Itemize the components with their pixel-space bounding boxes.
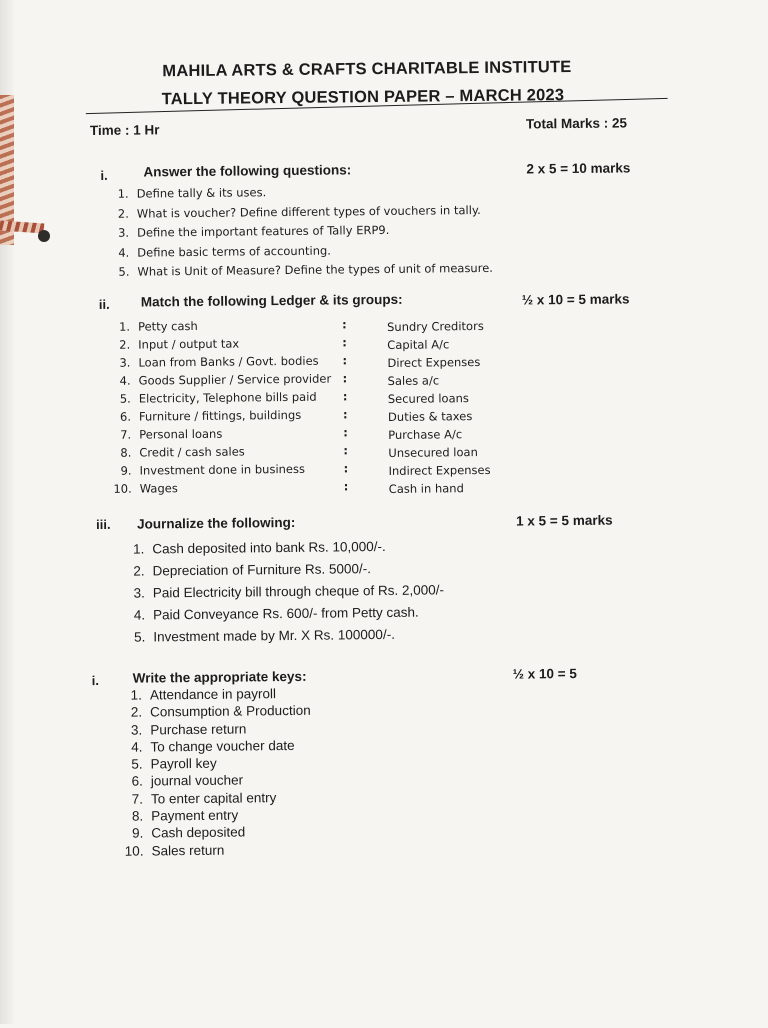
- question-item: 1. Cash deposited into bank Rs. 10,000/-.: [133, 538, 386, 557]
- group-option: Unsecured loan: [388, 445, 478, 460]
- colon-separator: :: [342, 389, 348, 404]
- question-item: 3. Purchase return: [130, 721, 247, 738]
- section-4-marks: ½ x 10 = 5: [512, 665, 577, 682]
- match-row: 6. Furniture / fittings, buildings: [119, 407, 302, 424]
- colon-separator: :: [342, 407, 348, 422]
- question-item: 5. Payroll key: [131, 755, 217, 772]
- question-item: 10. Sales return: [124, 842, 225, 859]
- match-row: 4. Goods Supplier / Service provider: [119, 371, 332, 388]
- match-group-column: [387, 317, 491, 498]
- match-row: 8. Credit / cash sales: [120, 444, 245, 460]
- group-option: Sales a/c: [387, 373, 440, 388]
- colon-separator: :: [342, 335, 347, 350]
- match-row: 3. Loan from Banks / Govt. bodies: [119, 353, 319, 370]
- section-1-heading: Answer the following questions:: [143, 162, 352, 180]
- group-option: Duties & taxes: [387, 409, 473, 424]
- section-3-questions: [120, 535, 444, 648]
- question-item: 4. Paid Conveyance Rs. 600/- from Petty cash.: [133, 604, 419, 623]
- colon-separator: :: [343, 425, 348, 440]
- colon-separator: :: [343, 479, 349, 494]
- section-2-heading: Match the following Ledger & its groups:: [140, 291, 403, 310]
- section-4-heading: Write the appropriate keys:: [132, 668, 307, 686]
- colon-separator: :: [342, 353, 348, 368]
- colon-separator: :: [343, 461, 349, 476]
- group-option: Secured loans: [387, 391, 469, 406]
- question-item: 4. Define basic terms of accounting.: [118, 243, 331, 260]
- match-row: 1. Petty cash: [118, 318, 198, 334]
- group-option: Sundry Creditors: [386, 318, 484, 334]
- question-item: 1. Attendance in payroll: [130, 686, 277, 703]
- match-row: 5. Electricity, Telephone bills paid: [119, 389, 317, 406]
- match-row: 10. Wages: [113, 481, 178, 496]
- group-option: Cash in hand: [388, 481, 464, 496]
- match-row: 2. Input / output tax: [119, 336, 240, 352]
- section-2-numeral: ii.: [98, 296, 110, 312]
- paper-title: TALLY THEORY QUESTION PAPER – MARCH 2023: [161, 86, 565, 109]
- question-item: 2. Depreciation of Furniture Rs. 5000/-.: [133, 561, 372, 579]
- section-4-numeral: i.: [91, 672, 100, 689]
- section-1-questions: [109, 181, 493, 283]
- question-item: 7. To enter capital entry: [131, 789, 277, 807]
- time-label: Time : 1 Hr: [89, 122, 160, 139]
- question-item: 1. Define tally & its uses.: [117, 185, 267, 201]
- group-option: Capital A/c: [387, 337, 450, 352]
- section-3-heading: Journalize the following:: [137, 514, 296, 532]
- question-item: 9. Cash deposited: [132, 824, 246, 842]
- question-item: 5. What is Unit of Measure? Define the types of unit of measure.: [118, 260, 493, 279]
- group-option: Purchase A/c: [388, 427, 463, 442]
- question-item: 3. Define the important features of Tally ERP9.: [118, 222, 390, 240]
- group-option: Direct Expenses: [387, 354, 481, 370]
- colon-separator: :: [342, 371, 348, 386]
- match-separator-column: [342, 315, 348, 495]
- group-option: Indirect Expenses: [388, 462, 491, 478]
- question-item: 2. Consumption & Production: [130, 703, 311, 720]
- colon-separator: :: [341, 317, 347, 332]
- total-marks-label: Total Marks : 25: [525, 115, 628, 132]
- match-ledger-column: [110, 316, 332, 498]
- match-row: 7. Personal loans: [120, 426, 223, 442]
- colon-separator: :: [343, 443, 349, 458]
- question-item: 2. What is voucher? Define different types of vouchers in tally.: [117, 202, 481, 221]
- section-4-questions: [120, 685, 312, 860]
- institute-name: MAHILA ARTS & CRAFTS CHARITABLE INSTITUTE: [162, 58, 572, 81]
- question-item: 8. Payment entry: [131, 807, 239, 824]
- section-1-marks: 2 x 5 = 10 marks: [526, 160, 631, 177]
- question-item: 3. Paid Electricity bill through cheque of Rs. 2,000/-: [133, 582, 445, 601]
- section-3-numeral: iii.: [96, 516, 111, 533]
- question-item: 4. To change voucher date: [131, 737, 295, 755]
- question-item: 6. journal voucher: [131, 772, 244, 790]
- section-1-numeral: i.: [100, 167, 108, 183]
- question-item: 5. Investment made by Mr. X Rs. 100000/-.: [133, 626, 395, 645]
- match-row: 9. Investment done in business: [120, 461, 306, 478]
- section-3-marks: 1 x 5 = 5 marks: [516, 512, 613, 529]
- section-2-marks: ½ x 10 = 5 marks: [521, 291, 630, 308]
